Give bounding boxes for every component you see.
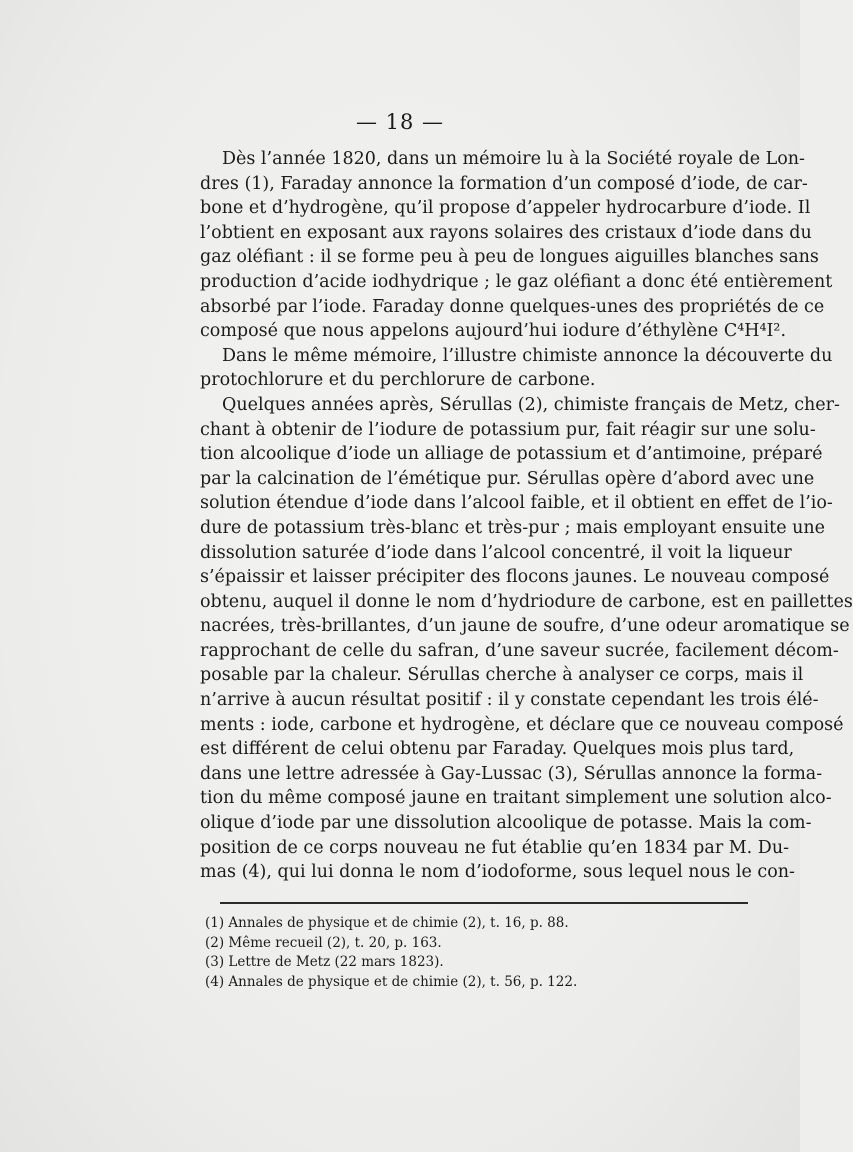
text-line: production d’acide iodhydrique ; le gaz oléfiant a donc été entièrement — [200, 271, 833, 292]
footnote: (3) Lettre de Metz (22 mars 1823). — [205, 954, 444, 970]
body-text — [200, 147, 853, 885]
text-line: gaz oléfiant : il se forme peu à peu de longues aiguilles blanches sans — [200, 247, 819, 268]
text-line: olique d’iode par une dissolution alcoolique de potasse. Mais la com- — [200, 813, 812, 834]
text-line: par la calcination de l’émétique pur. Sérullas opère d’abord avec une — [200, 468, 815, 489]
text-line: composé que nous appelons aujourd’hui iodure d’éthylène C⁴H⁴I². — [200, 321, 787, 342]
text-line: dres (1), Faraday annonce la formation d’un composé d’iode, de car- — [200, 173, 808, 194]
text-line: obtenu, auquel il donne le nom d’hydriodure de carbone, est en paillettes — [200, 591, 853, 612]
text-line: Dans le même mémoire, l’illustre chimiste annonce la découverte du — [222, 345, 833, 366]
text-line: bone et d’hydrogène, qu’il propose d’appeler hydrocarbure d’iode. Il — [200, 198, 811, 219]
text-line: rapprochant de celle du safran, d’une saveur sucrée, facilement décom- — [200, 640, 839, 661]
footnotes — [205, 914, 705, 992]
text-line: est différent de celui obtenu par Faraday. Quelques mois plus tard, — [200, 739, 795, 760]
text-line: s’épaissir et laisser précipiter des flocons jaunes. Le nouveau composé — [200, 567, 830, 588]
footnote: (2) Même recueil (2), t. 20, p. 163. — [205, 934, 442, 951]
text-line: protochlorure et du perchlorure de carbone. — [200, 370, 596, 391]
footnote-rule — [220, 902, 748, 904]
text-line: posable par la chaleur. Sérullas cherche à analyser ce corps, mais il — [200, 665, 804, 686]
text-line: mas (4), qui lui donna le nom d’iodoforme, sous lequel nous le con- — [200, 862, 795, 883]
footnote: (4) Annales de physique et de chimie (2), t. 56, p. 122. — [205, 973, 578, 990]
text-line: n’arrive à aucun résultat positif : il y constate cependant les trois élé- — [200, 690, 819, 711]
text-line: position de ce corps nouveau ne fut établie qu’en 1834 par M. Du- — [200, 837, 790, 858]
text-line: l’obtient en exposant aux rayons solaires des cristaux d’iode dans du — [200, 222, 812, 243]
text-line: Quelques années après, Sérullas (2), chimiste français de Metz, cher- — [222, 394, 840, 415]
text-line: chant à obtenir de l’iodure de potassium pur, fait réagir sur une solu- — [200, 419, 816, 440]
text-line: Dès l’année 1820, dans un mémoire lu à la Société royale de Lon- — [222, 149, 805, 169]
text-line: nacrées, très-brillantes, d’un jaune de soufre, d’une odeur aromatique se — [200, 616, 850, 637]
text-line: tion alcoolique d’iode un alliage de potassium et d’antimoine, préparé — [200, 444, 823, 465]
text-line: solution étendue d’iode dans l’alcool faible, et il obtient en effet de l’io- — [200, 493, 833, 514]
text-line: dure de potassium très-blanc et très-pur ; mais employant ensuite une — [200, 517, 826, 538]
text-line: dans une lettre adressée à Gay-Lussac (3), Sérullas annonce la forma- — [200, 763, 823, 784]
text-line: tion du même composé jaune en traitant simplement une solution alco- — [200, 788, 832, 809]
text-line: absorbé par l’iode. Faraday donne quelques-unes des propriétés de ce — [200, 296, 825, 317]
page-number: — 18 — — [355, 110, 445, 134]
footnote: (1) Annales de physique et de chimie (2), t. 16, p. 88. — [205, 915, 569, 931]
text-line: dissolution saturée d’iode dans l’alcool concentré, il voit la liqueur — [200, 542, 792, 563]
text-line: ments : iode, carbone et hydrogène, et déclare que ce nouveau composé — [200, 714, 844, 735]
